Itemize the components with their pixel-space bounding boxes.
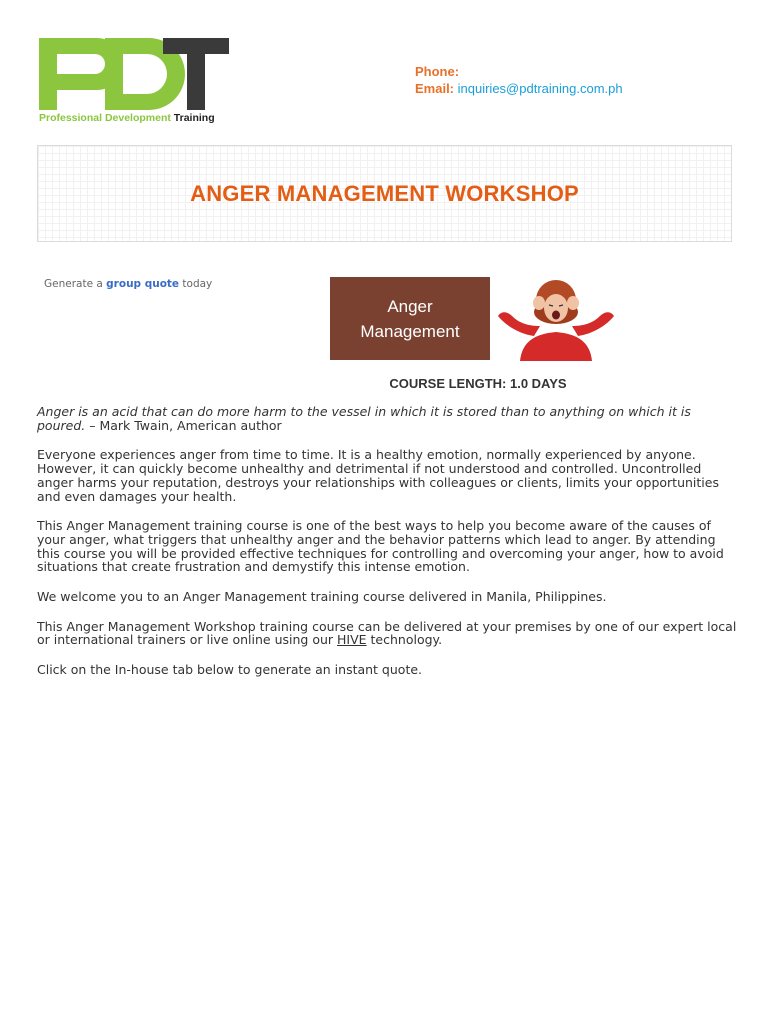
quote-prefix: Generate a — [44, 278, 103, 290]
group-quote-line — [44, 278, 212, 290]
quote-suffix: today — [182, 278, 213, 290]
pdt-logo-mark-icon — [39, 36, 231, 112]
paragraph-3: We welcome you to an Anger Management training course delivered in Manila, Philippines. — [37, 589, 607, 605]
group-quote-link[interactable]: group quote — [106, 278, 180, 290]
course-description — [37, 405, 737, 693]
course-image-line1: Anger — [387, 296, 433, 316]
email-row — [415, 80, 623, 97]
email-link[interactable]: inquiries@pdtraining.com.ph — [457, 81, 623, 96]
hive-link[interactable]: HIVE — [337, 632, 367, 648]
logo-tagline-dark: Training — [173, 112, 215, 124]
phone-row — [415, 63, 623, 80]
paragraph-4-before: This Anger Management Workshop training course can be delivered at your premises by one of our expert local or international trainers or live online using our — [37, 618, 737, 648]
paragraph-2: This Anger Management training course is one of the best ways to help you become aware of the causes of your anger, what triggers that unhealthy anger and the behavior patterns which lead to anger. By attending this course you will be provided effective techniques for controlling and overcoming your anger, how to avoid situations that create frustration and demystify this intense emotion. — [37, 518, 724, 575]
title-banner — [37, 145, 732, 242]
logo-tagline-green: Professional Development — [39, 112, 171, 124]
pdt-logo[interactable] — [39, 36, 231, 126]
paragraph-4 — [37, 620, 737, 647]
paragraph-1: Everyone experiences anger from time to time. It is a healthy emotion, normally experienced by anyone. However, it can quickly become unhealthy and detrimental if not understood and controlled. Uncontrolled anger harms your reputation, destroys your relationships with colleagues or clients, limits your opportunities and even damages your health. — [37, 447, 719, 504]
logo-tagline — [39, 112, 239, 124]
paragraph-4-after: technology. — [366, 632, 443, 648]
intro-quote-attribution: – Mark Twain, American author — [85, 417, 282, 433]
email-label: Email: — [415, 81, 455, 96]
page-title: ANGER MANAGEMENT WORKSHOP — [190, 180, 579, 206]
intro-quote-text: Anger is an acid that can do more harm to the vessel in which it is stored than to anything on which it is poured. — [37, 404, 691, 433]
course-image — [330, 276, 622, 361]
contact-info — [415, 63, 623, 97]
intro-quote — [37, 405, 737, 432]
course-image-line2: Management — [360, 321, 460, 341]
course-image-label — [330, 277, 490, 360]
phone-label: Phone: — [415, 64, 460, 79]
paragraph-5: Click on the In-house tab below to generate an instant quote. — [37, 662, 423, 678]
angry-woman-photo-icon — [490, 276, 622, 361]
course-length: COURSE LENGTH: 1.0 DAYS — [389, 376, 567, 391]
